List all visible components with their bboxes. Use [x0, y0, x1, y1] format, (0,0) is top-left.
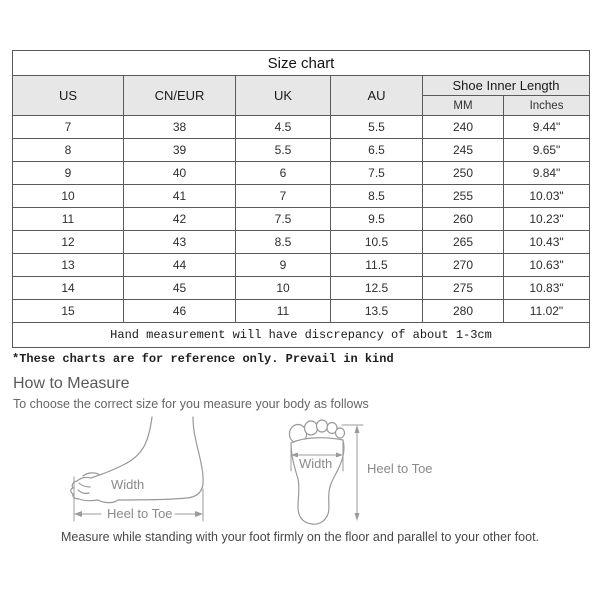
cell-au: 7.5 [331, 162, 423, 185]
table-title-row [13, 51, 590, 76]
cell-au: 11.5 [331, 254, 423, 277]
cell-uk: 6 [236, 162, 331, 185]
table-row [13, 231, 590, 254]
side-heel-to-toe-label: Heel to Toe [107, 506, 173, 521]
cell-cn-eur: 39 [124, 139, 236, 162]
column-header-cn-eur: CN/EUR [124, 76, 236, 116]
table-row [13, 300, 590, 323]
cell-mm: 255 [423, 185, 504, 208]
column-header-shoe-inner-length: Shoe Inner Length [423, 76, 590, 96]
cell-mm: 250 [423, 162, 504, 185]
cell-inches: 10.23" [504, 208, 590, 231]
arrow-down-icon [355, 513, 360, 521]
cell-au: 13.5 [331, 300, 423, 323]
table-row [13, 162, 590, 185]
cell-inches: 10.63" [504, 254, 590, 277]
cell-mm: 240 [423, 116, 504, 139]
cell-au: 5.5 [331, 116, 423, 139]
cell-us: 14 [13, 277, 124, 300]
side-width-label: Width [111, 477, 145, 492]
reference-note: *These charts are for reference only. Prevail in kind [12, 352, 394, 366]
cell-inches: 9.65" [504, 139, 590, 162]
sole-width-label: Width [299, 456, 333, 471]
column-header-uk: UK [236, 76, 331, 116]
table-header-row [13, 76, 590, 96]
cell-us: 7 [13, 116, 124, 139]
cell-uk: 7 [236, 185, 331, 208]
cell-us: 8 [13, 139, 124, 162]
cell-inches: 10.43" [504, 231, 590, 254]
cell-cn-eur: 41 [124, 185, 236, 208]
table-footnote: Hand measurement will have discrepancy of about 1-3cm [13, 323, 590, 348]
cell-au: 9.5 [331, 208, 423, 231]
cell-us: 9 [13, 162, 124, 185]
arrow-up-icon [355, 425, 360, 433]
measure-caption: Measure while standing with your foot firmly on the floor and parallel to your other foot. [60, 530, 540, 544]
cell-mm: 245 [423, 139, 504, 162]
table-row [13, 139, 590, 162]
size-chart-table [12, 50, 590, 348]
cell-mm: 275 [423, 277, 504, 300]
cell-us: 15 [13, 300, 124, 323]
foot-sole-view-diagram [278, 393, 458, 538]
cell-au: 6.5 [331, 139, 423, 162]
cell-cn-eur: 40 [124, 162, 236, 185]
toe-icon [336, 428, 345, 438]
cell-au: 8.5 [331, 185, 423, 208]
column-header-us: US [13, 76, 124, 116]
cell-uk: 5.5 [236, 139, 331, 162]
how-to-measure-subtitle: To choose the correct size for you measure your body as follows [13, 397, 369, 411]
cell-cn-eur: 46 [124, 300, 236, 323]
table-row [13, 254, 590, 277]
cell-cn-eur: 45 [124, 277, 236, 300]
cell-mm: 260 [423, 208, 504, 231]
cell-inches: 10.03" [504, 185, 590, 208]
cell-us: 10 [13, 185, 124, 208]
cell-uk: 11 [236, 300, 331, 323]
cell-inches: 11.02" [504, 300, 590, 323]
table-row [13, 208, 590, 231]
table-footnote-row [13, 323, 590, 348]
cell-us: 13 [13, 254, 124, 277]
cell-mm: 265 [423, 231, 504, 254]
column-header-inches: Inches [504, 96, 590, 116]
cell-cn-eur: 44 [124, 254, 236, 277]
how-to-measure-title: How to Measure [13, 375, 130, 392]
cell-us: 12 [13, 231, 124, 254]
toe-icon [317, 420, 328, 432]
table-row [13, 277, 590, 300]
cell-cn-eur: 38 [124, 116, 236, 139]
column-header-au: AU [331, 76, 423, 116]
table-row [13, 116, 590, 139]
cell-au: 10.5 [331, 231, 423, 254]
column-header-mm: MM [423, 96, 504, 116]
cell-uk: 4.5 [236, 116, 331, 139]
foot-side-view-diagram [55, 403, 275, 538]
toe-icon [305, 421, 318, 435]
cell-mm: 270 [423, 254, 504, 277]
cell-us: 11 [13, 208, 124, 231]
cell-uk: 7.5 [236, 208, 331, 231]
cell-cn-eur: 43 [124, 231, 236, 254]
cell-uk: 8.5 [236, 231, 331, 254]
footprint-outline-icon [291, 438, 344, 524]
arrow-right-icon [195, 511, 203, 517]
cell-au: 12.5 [331, 277, 423, 300]
cell-inches: 9.44" [504, 116, 590, 139]
sole-heel-to-toe-label: Heel to Toe [367, 461, 433, 476]
cell-uk: 10 [236, 277, 331, 300]
table-row [13, 185, 590, 208]
cell-uk: 9 [236, 254, 331, 277]
cell-cn-eur: 42 [124, 208, 236, 231]
table-title: Size chart [13, 51, 590, 76]
cell-inches: 10.83" [504, 277, 590, 300]
cell-inches: 9.84" [504, 162, 590, 185]
arrow-left-icon [74, 511, 82, 517]
cell-mm: 280 [423, 300, 504, 323]
